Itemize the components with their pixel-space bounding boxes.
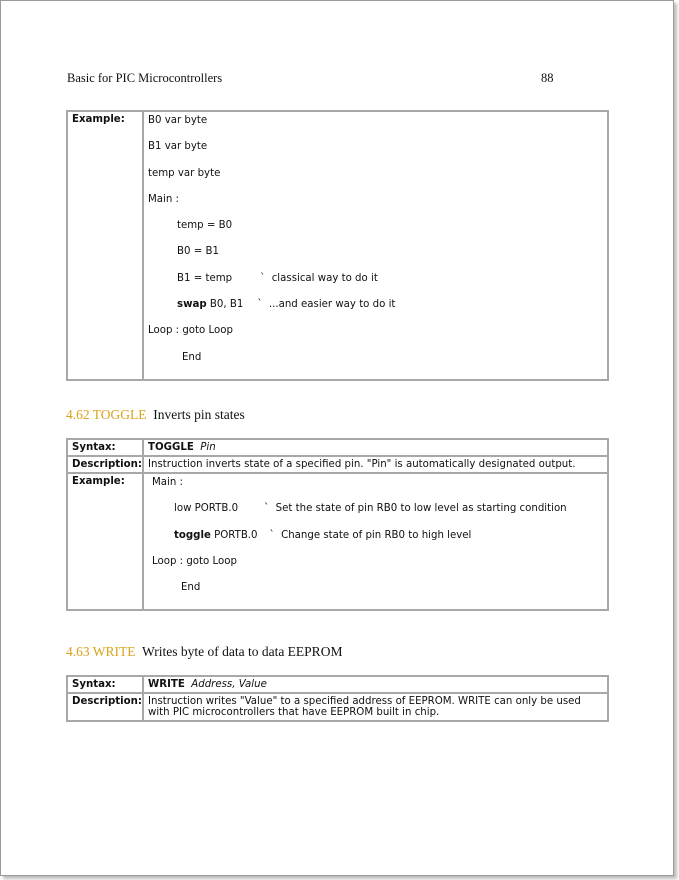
code-line: B1 var byte bbox=[148, 141, 208, 153]
example-label: Example: bbox=[67, 473, 143, 610]
syntax-cell bbox=[143, 439, 608, 456]
code-line bbox=[148, 298, 603, 324]
toggle-table bbox=[66, 438, 609, 611]
code-line: temp var byte bbox=[148, 167, 221, 179]
code-line: Loop : goto Loop bbox=[148, 325, 233, 337]
code-statement: low PORTB.0 bbox=[174, 503, 239, 515]
example-label: Example: bbox=[67, 111, 143, 380]
code-line: B0 var byte bbox=[148, 115, 208, 126]
section-number: 4.63 bbox=[66, 644, 90, 659]
syntax-keyword: WRITE bbox=[148, 679, 185, 690]
syntax-cell bbox=[143, 676, 608, 693]
description-label: Description: bbox=[67, 456, 143, 473]
write-table bbox=[66, 675, 609, 722]
section-keyword: TOGGLE bbox=[92, 407, 147, 422]
code-comment: ` classical way to do it bbox=[260, 272, 378, 284]
page-number: 88 bbox=[541, 71, 554, 85]
section-heading-write bbox=[66, 644, 342, 660]
code-line: B0 = B1 bbox=[177, 246, 219, 258]
table-row bbox=[67, 111, 608, 380]
code-cell bbox=[143, 473, 608, 610]
code-line: End bbox=[181, 582, 201, 594]
code-line: temp = B0 bbox=[177, 220, 233, 232]
code-statement: B0, B1 bbox=[206, 299, 244, 311]
code-line bbox=[152, 502, 603, 528]
syntax-argument: Address, Value bbox=[191, 679, 267, 690]
code-cell bbox=[143, 111, 608, 380]
swap-example-table bbox=[66, 110, 609, 381]
table-row bbox=[67, 676, 608, 693]
code-statement: PORTB.0 bbox=[210, 529, 258, 541]
section-keyword: WRITE bbox=[92, 644, 136, 659]
code-keyword: toggle bbox=[174, 529, 211, 541]
code-line bbox=[148, 272, 603, 298]
section-number: 4.62 bbox=[66, 407, 90, 422]
code-comment: ` ...and easier way to do it bbox=[257, 299, 396, 311]
code-line: End bbox=[182, 351, 202, 363]
code-keyword: swap bbox=[177, 299, 207, 311]
table-row bbox=[67, 439, 608, 456]
section-heading-toggle bbox=[66, 407, 245, 423]
code-statement: B1 = temp bbox=[177, 272, 233, 284]
syntax-label: Syntax: bbox=[67, 439, 143, 456]
table-row bbox=[67, 456, 608, 473]
description-text: Instruction writes "Value" to a specified address of EEPROM. WRITE can only be used with PIC microcontrollers that have EEPROM built in chip. bbox=[143, 693, 608, 721]
running-header-title: Basic for PIC Microcontrollers bbox=[67, 71, 223, 85]
syntax-label: Syntax: bbox=[67, 676, 143, 693]
section-title: Inverts pin states bbox=[153, 407, 245, 422]
code-comment: ` Change state of pin RB0 to high level bbox=[269, 529, 472, 541]
code-line: Main : bbox=[152, 477, 183, 488]
syntax-argument: Pin bbox=[200, 442, 216, 453]
description-label: Description: bbox=[67, 693, 143, 721]
syntax-keyword: TOGGLE bbox=[148, 442, 194, 453]
table-row bbox=[67, 693, 608, 721]
table-row bbox=[67, 473, 608, 610]
code-line: Loop : goto Loop bbox=[152, 555, 237, 567]
code-line bbox=[152, 529, 603, 555]
section-title: Writes byte of data to data EEPROM bbox=[142, 644, 343, 659]
description-text: Instruction inverts state of a specified pin. "Pin" is automatically designated output. bbox=[143, 456, 608, 473]
code-line: Main : bbox=[148, 193, 179, 205]
code-comment: ` Set the state of pin RB0 to low level as starting condition bbox=[264, 503, 567, 515]
